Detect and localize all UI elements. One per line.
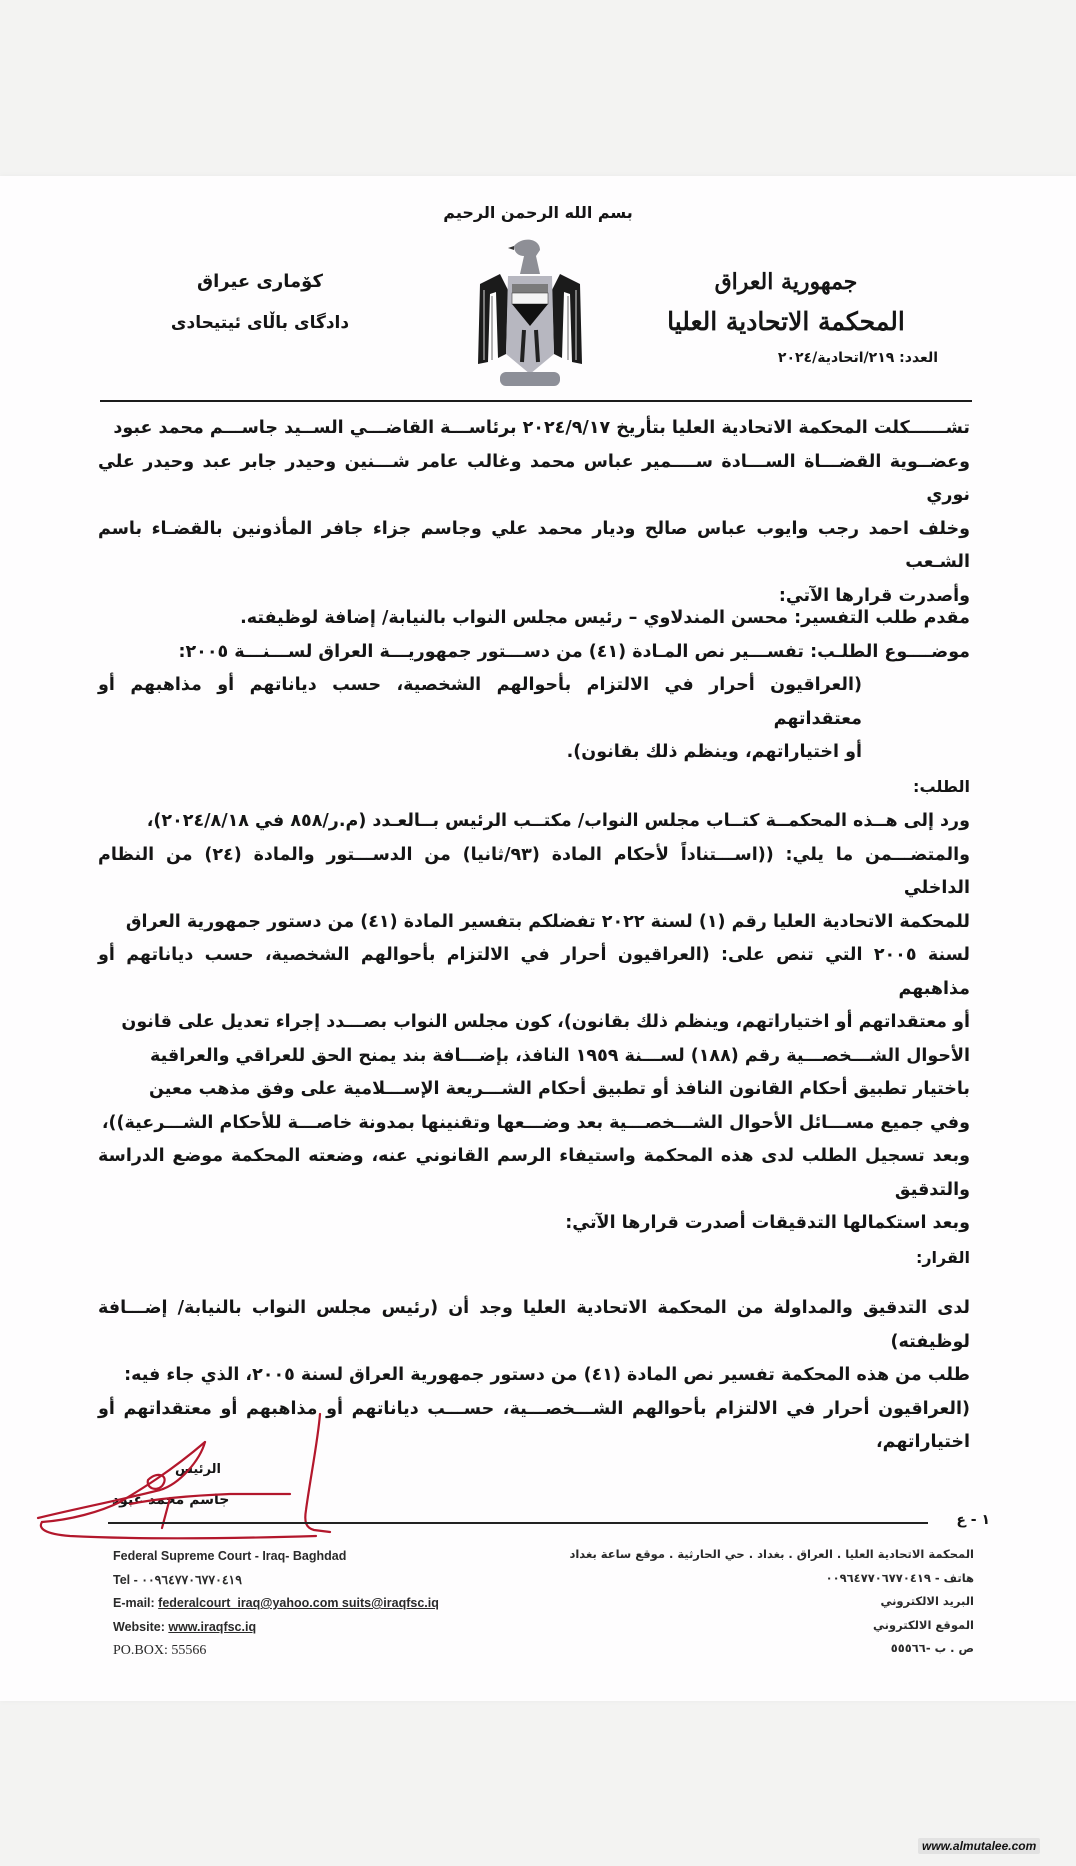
basmala: بسم الله الرحمن الرحيم [443, 203, 633, 222]
handwritten-signature [30, 1410, 350, 1540]
emblem-head [514, 240, 540, 274]
request-line: أو معتقداتهم أو اختياراتهم، وينظم ذلك بقانون)، كون مجلس النواب بصـــدد إجراء تعديل على قانون [121, 1012, 970, 1032]
decision-line: لدى التدقيق والمداولة من المحكمة الاتحادية العليا وجد أن (رئيس مجلس النواب بالنيابة/ إضـــافة لوظيفته) [98, 1298, 970, 1352]
footer-website [113, 1616, 439, 1640]
decision-heading: القرار: [915, 1247, 970, 1267]
footer-arabic [569, 1543, 974, 1661]
footer-english [113, 1545, 439, 1663]
footer-divider [108, 1522, 928, 1524]
header-arabic-country: جمهورية العراق [714, 269, 858, 295]
footer-pobox: PO.BOX: 55566 [113, 1643, 207, 1658]
request-info [98, 602, 970, 803]
request-line: باختيار تطبيق أحكام القانون النافذ أو تطبيق أحكام الشـــريعة الإســـلامية على وفق مذهب معين [148, 1079, 970, 1099]
decision-line: طلب من هذه المحكمة تفسير نص المادة (٤١) من دستور جمهورية العراق لسنة ٢٠٠٥، الذي جاء فيه: [124, 1365, 970, 1385]
request-line: والمتضـــمن ما يلي: ((اســـتناداً لأحكام المادة (٩٣/ثانيا) من الدســـتور والمادة (٢٤) من النظام الداخلي [98, 844, 970, 898]
footer-telephone [113, 1569, 439, 1593]
session-paragraph [98, 412, 970, 613]
decision-line: (العراقيون أحرار في الالتزام بأحوالهم الشـــخصـــية، حســـب دياناتهم أو مذاهبهم أو معتقداتهم أو اختياراتهم، [98, 1398, 970, 1452]
applicant-line: مقدم طلب التفسير: محسن المندلاوي – رئيس مجلس النواب بالنيابة/ إضافة لوظيفته. [240, 608, 970, 628]
header-arabic [636, 262, 936, 342]
request-line: للمحكمة الاتحادية العليا رقم (١) لسنة ٢٠٢٢ تفضلكم بتفسير المادة (٤١) من دستور جمهورية العراق [125, 911, 970, 932]
footer-tel-value: ٠٠٩٦٤٧٧٠٦٧٧٠٤١٩ [141, 1572, 242, 1587]
emblem-scroll [500, 372, 560, 386]
article-quote-line: (العراقيون أحرار في الالتزام بأحوالهم الشخصية، حسب دياناتهم أو مذاهبهم أو معتقداتهم [98, 675, 862, 729]
footer-court-name: Federal Supreme Court - Iraq- Baghdad [113, 1549, 347, 1563]
request-paragraph [98, 805, 970, 1274]
request-heading: الطلب: [913, 776, 970, 796]
header-divider [100, 400, 972, 402]
request-line: وفي جميع مســـائل الأحوال الشـــخصـــية بعد وضـــعها وتقنينها بمدونة خاصـــة للأحكام الشـــرعية))، [101, 1112, 970, 1133]
footer-email-label: E-mail: [113, 1596, 159, 1610]
footer-tel-label: Tel - [113, 1572, 142, 1587]
header-kurdish-court: دادگاى باڵاى ئيتيحادى [170, 313, 350, 333]
session-line: وأصدرت قرارها الآتي: [778, 585, 970, 606]
reference-number: العدد: ٢١٩/اتحادية/٢٠٢٤ [777, 350, 938, 366]
subject-line: موضــــوع الطلـب: تفســـير نص المـادة (٤١) من دســـتور جمهوريـــة العراق لســـنـــة ٢٠٠٥: [178, 641, 970, 662]
footer-website-link[interactable]: www.iraqfsc.iq [168, 1619, 257, 1634]
iraq-coat-of-arms-eagle-icon [470, 234, 590, 394]
footer-arabic-address: المحكمة الاتحادية العليا . العراق . بغداد . حي الحارثية . موقع ساعة بغداد [569, 1547, 974, 1561]
header-arabic-court: المحكمة الاتحادية العليا [667, 307, 905, 336]
session-line: تشــــــكلت المحكمة الاتحادية العليا بتأريخ ٢٠٢٤/٩/١٧ برئاســـة القاضـــي الســيد جاســـم محمد عبود [113, 418, 970, 438]
header-kurdish-country: كۆمارى عيراق [197, 271, 323, 292]
article-quote-line: أو اختياراتهم، وينظم ذلك بقانون). [566, 742, 862, 762]
session-line: وخلف احمد رجب وايوب عباس صالح وديار محمد علي وجاسم جزاء جافر المأذونين بالقضـاء باسم الشـعب [98, 518, 970, 572]
footer-arabic-pobox: ص . ب -٥٥٥٦٦ [890, 1641, 974, 1655]
signature-title: الرئيس [175, 1462, 221, 1477]
request-line: ورد إلى هــذه المحكمــة كتــاب مجلس النواب/ مكتــب الرئيس بــالعـدد (م.ر/٨٥٨ في ٢٠٢٤/٨/١٨)، [146, 811, 970, 831]
signatory-name: جاسم محمد عبود [112, 1492, 230, 1508]
footer-arabic-website-label: الموقع الالكتروني [872, 1617, 974, 1632]
emblem-right-wing [552, 274, 582, 364]
request-line: الأحوال الشـــخصـــية رقم (١٨٨) لســـنة ١٩٥٩ النافذ، بإضـــافة بند يمنح الحق للعراقي والعراقية [150, 1045, 970, 1066]
source-watermark: www.almutalee.com [918, 1838, 1040, 1854]
request-line: وبعد استكمالها التدقيقات أصدرت قرارها الآتي: [565, 1213, 970, 1233]
footer-arabic-email-label: البريد الالكتروني [880, 1594, 974, 1608]
footer-email-link[interactable]: federalcourt_iraq@yahoo.com suits@iraqfsc.iq [158, 1596, 439, 1610]
request-line: وبعد تسجيل الطلب لدى هذه المحكمة واستيفاء الرسم القانوني عنه، وضعته المحكمة موضع الدراسة والتدقيق [98, 1146, 970, 1200]
footer-website-label: Website: [113, 1619, 169, 1634]
footer-arabic-phone: هاتف - ٠٠٩٦٤٧٧٠٦٧٧٠٤١٩ [825, 1570, 974, 1585]
header-kurdish [110, 262, 410, 344]
emblem-left-wing [478, 274, 508, 364]
page-number: ١ - ع [956, 1512, 990, 1528]
request-line: لسنة ٢٠٠٥ التي تنص على: (العراقيون أحرار في الالتزام بأحوالهم الشخصية، حسب دياناتهم أو مذاهبهم [98, 945, 971, 999]
emblem-shield-red [512, 284, 548, 293]
session-line: وعضــوية القضـــاة الســـادة ســــمير عباس محمد وغالب عامر شـــنين وحيدر جابر عبد وحيدر علي نوري [98, 451, 970, 505]
footer-email [113, 1592, 439, 1616]
